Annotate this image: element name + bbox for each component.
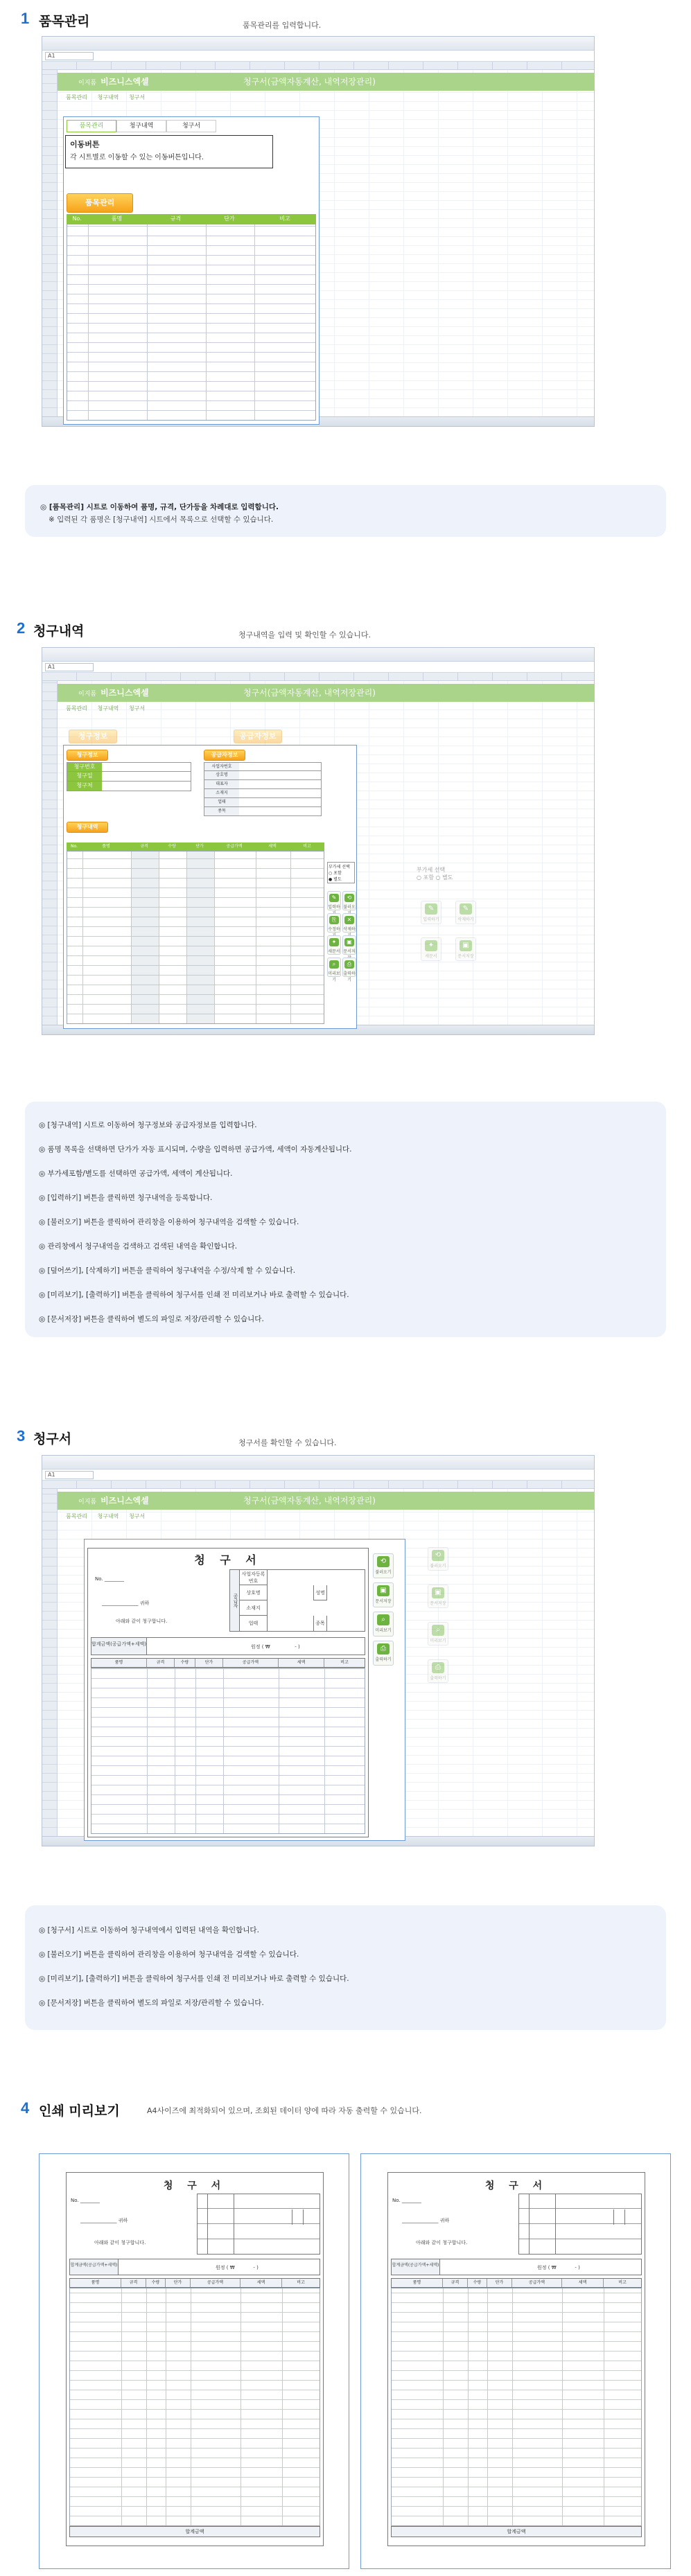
section-number: 4 [21,2099,30,2117]
invoice-title: 청 구 서 [194,1553,262,1567]
nav-button-invoice[interactable]: 청구서 [166,120,216,132]
print-preview-page-2 [360,2153,671,2569]
section-title: 청구서 [33,1431,72,1447]
section-subtitle: 품목관리를 입력합니다. [243,21,322,30]
invoice-panel [84,1539,405,1841]
sheet-tabs [58,1511,594,1522]
sheet-title: 청구서(금액자동계산, 내역저장관리) [243,77,376,87]
column-header: 비고 [279,215,290,222]
column-header: 품명 [91,1659,147,1667]
formula-bar [42,1470,594,1481]
sheet-banner [58,1492,594,1510]
items-table-header [67,214,316,224]
tab-items[interactable]: 품목관리 [66,705,87,712]
column-header: 공급가액 [223,1659,279,1667]
invoice-table-header: 품명 규격 수량 단가 공급가액 세액 비고 [391,2278,642,2288]
tax-label: 부가세 선택 [329,865,350,870]
sheet-title: 청구서(금액자동계산, 내역저장관리) [243,688,376,698]
load-button[interactable]: ⟲ 불러오 [342,891,356,910]
supplier-reg-input[interactable] [239,763,321,770]
excel-toolbar [42,1456,594,1470]
supplier-name-input[interactable] [239,771,321,779]
column-header: 비고 [303,844,311,849]
bill-to-input[interactable] [102,782,191,791]
info-line: ◎ [문서저장] 버튼을 클릭하여 별도의 파일로 저장/관리할 수 있습니다. [39,1999,264,2007]
no-label: No. ________ [392,2198,421,2203]
tab-invoice[interactable]: 청구서 [128,1513,146,1519]
supplier-biz-input[interactable] [239,798,321,806]
request-text: 아래와 같이 청구합니다. [94,2240,146,2246]
brand: 이지폼 비즈니스엑셀 [78,1496,149,1506]
tab-invoice[interactable]: 청구서 [128,705,146,712]
supplier-label-faded: 공급자정보 [234,730,282,743]
name-box[interactable]: A1 [45,52,94,60]
dear-label: _______________ 귀하 [402,2218,450,2223]
column-header: 세액 [268,844,277,849]
detail-table-header [67,843,324,851]
no-label: No. ________ [95,1576,124,1582]
brand: 이지폼 비즈니스엑셀 [78,77,149,87]
save-button-faded: ▣ 문서저장 [455,937,476,961]
print-preview-page-1 [39,2153,349,2569]
items-button[interactable]: 품목관리 [67,193,133,213]
popup-text: 각 시트별로 이동할 수 있는 이동버튼입니다. [70,154,204,161]
info-line: ◎ 부가세포함/별도를 선택하면 공급가액, 세액이 계산됩니다. [39,1170,233,1178]
nav-button-billing[interactable]: 청구내역 [116,120,166,132]
print-sheet [387,2172,645,2546]
detail-label: 청구내역 [67,822,108,833]
invoice-sheet [87,1548,369,1837]
section-title: 품목관리 [39,14,90,29]
tab-items[interactable]: 품목관리 [66,1513,87,1519]
nav-buttons [67,120,216,132]
delete-button[interactable]: ✕ 삭제하 [342,913,356,933]
column-header: 세액 [279,1659,324,1667]
sheet-banner [58,73,594,91]
invoice-title: 청 구 서 [484,2180,548,2191]
excel-toolbar [42,648,594,662]
sheet-tabs [58,92,594,103]
sum-row: 합계금액 [69,2526,320,2537]
column-header: 단가 [195,1659,223,1667]
print-sheet [66,2172,324,2546]
preview-button-faded: ⌕ 미리보기 [428,1622,448,1646]
preview-button[interactable]: ⌕ 미리보기 [373,1612,394,1637]
column-header: 수량 [168,844,176,849]
bill-date-input[interactable] [102,772,191,781]
print-button[interactable]: ⎙ 출력하기 [373,1641,394,1666]
section-number: 3 [17,1427,26,1445]
info-line: ◎ [불러오기] 버튼을 클릭하여 관리창을 이용하여 청구내역을 검색할 수 있습니다. [39,1218,299,1226]
print-button[interactable]: ⎙ 출력하기 [342,958,356,977]
total-row: 합계금액(공급가액+세액) 원정 ( ₩ - ) [91,1637,365,1655]
info-line: ◎ [입력하기] 버튼을 클릭하면 청구내역을 등록합니다. [39,1194,213,1202]
tab-billing[interactable]: 청구내역 [97,94,119,100]
print-button-faded: ⎙ 출력하기 [428,1659,448,1683]
row-header [42,1489,58,1836]
tax-option-exclude[interactable]: ● 별도 [329,877,342,882]
bill-info-label-faded: 청구정보 [69,730,117,743]
excel-window [42,36,595,427]
column-header: No. [71,844,78,849]
formula-bar [42,51,594,62]
supplier-rep-input[interactable] [239,780,321,788]
load-button[interactable]: ⟲ 불러오기 [373,1553,394,1578]
tax-select-faded: 부가세 선택 ○ 포함 ○ 별도 [417,867,453,881]
save-doc-button[interactable]: ▣ 문서저 [342,935,356,955]
section-subtitle: A4사이즈에 최적화되어 있으며, 조회된 데이터 양에 따라 자동 출력할 수 있습니다. [147,2106,422,2115]
invoice-table-header: 품명 규격 수량 단가 공급가액 세액 비고 [69,2278,320,2288]
supplier-fields: 사업자번호 상호명 대표자 소재지 업태 종목 [204,762,322,816]
column-header [42,673,594,681]
excel-toolbar [42,37,594,51]
info-box [25,485,666,537]
tab-billing[interactable]: 청구내역 [97,705,119,712]
amount-text: 원정 ( ₩ - ) [216,2265,259,2270]
column-header: 공급가액 [226,844,243,849]
column-header [42,62,594,70]
column-header: No. [72,215,82,222]
row-header [42,70,58,416]
row-header [42,681,58,1025]
invoice-title: 청 구 서 [163,2180,227,2191]
formula-bar [42,662,594,673]
info-line: ◎ [품목관리] 시트로 이동하여 품명, 규격, 단가등을 차례대로 입력합니다. [40,503,279,511]
info-line: ◎ [문서저장] 버튼을 클릭하여 별도의 파일로 저장/관리할 수 있습니다. [39,1315,264,1323]
load-button-faded: ⟲ 불러오기 [428,1547,448,1571]
supplier-label: 공급자정보 [204,750,245,761]
column-header: 단가 [195,844,204,849]
section-title: 인쇄 미리보기 [39,2103,120,2119]
sum-row: 합계금액 [391,2526,642,2537]
popup-note [65,135,273,168]
amount-text: 원정 ( ₩ - ) [251,1644,300,1650]
dear-label: _______________ 귀하 [102,1600,150,1606]
info-line: ◎ [미리보기], [출력하기] 버튼을 클릭하여 청구서를 인쇄 전 미리보거나 바로 출력할 수 있습니다. [39,1975,349,1983]
invoice-table [391,2288,642,2526]
request-text: 아래와 같이 청구합니다. [116,1618,168,1624]
info-line: ◎ 품명 목록을 선택하면 단가가 자동 표시되며, 수량을 입력하면 공급가액, 세액이 자동계산됩니다. [39,1145,352,1154]
section-number: 1 [21,10,30,27]
total-row: 합계금액(공급가액+세액) 원정 ( ₩ - ) [391,2259,642,2275]
brand: 이지폼 비즈니스엑셀 [78,688,149,698]
column-header: 단가 [224,215,235,222]
invoice-table [69,2288,320,2526]
info-box [25,1905,666,2030]
supplier-item-input[interactable] [239,807,321,815]
tax-select [327,862,355,883]
tab-items[interactable]: 품목관리 [66,94,87,100]
column-header: 규격 [140,844,148,849]
total-row: 합계금액(공급가액+세액) 원정 ( ₩ - ) [69,2259,320,2275]
amount-text: 원정 ( ₩ - ) [537,2265,580,2270]
tab-invoice[interactable]: 청구서 [128,94,146,100]
save-button-faded: ▣ 문서저장 [428,1585,448,1608]
input-button-faded: ✎ 입력하기 [421,901,441,924]
section-title: 청구내역 [33,624,85,639]
sheet-title: 청구서(금액자동계산, 내역저장관리) [243,1496,376,1506]
billing-panel [63,745,357,1029]
edit-button[interactable]: ⎘ 수정하 [327,913,341,933]
nav-button-items[interactable]: 품목관리 [67,120,116,132]
info-box [25,1102,666,1337]
sheet-tabs [58,703,594,714]
new-doc-button[interactable]: ✦ 새문서 [327,935,341,955]
item-panel [63,116,320,425]
name-box[interactable]: A1 [45,1471,94,1479]
delete-button-faded: ✎ 삭제하기 [455,901,476,924]
supplier-block [518,2194,642,2255]
column-header: 수량 [175,1659,195,1667]
invoice-table [91,1668,365,1834]
new-button-faded: ✦ 새문서 [421,937,441,961]
sheet-banner [58,684,594,702]
info-line: ◎ [불러오기] 버튼을 클릭하여 관리창을 이용하여 청구내역을 검색할 수 있습니다. [39,1950,299,1959]
info-line: ◎ 관리창에서 청구내역을 검색하고 검색된 내역을 확인합니다. [39,1242,238,1251]
column-header: 비고 [340,1660,349,1665]
dear-label: _______________ 귀하 [80,2218,128,2223]
items-table[interactable] [67,224,316,421]
popup-title: 이동버튼 [70,140,100,149]
input-button[interactable]: ✎ 입력하 [327,891,341,910]
supplier-addr-input[interactable] [239,789,321,797]
column-header [42,1481,594,1489]
detail-table[interactable] [67,851,324,1024]
column-header: 품명 [102,844,110,849]
info-line: ◎ [덮어쓰기], [삭제하기] 버튼을 클릭하여 청구내역을 수정/삭제 할 수 있습니다. [39,1267,296,1275]
excel-window [42,1455,595,1846]
tax-option-include[interactable]: ○ 포함 [329,871,342,876]
info-line: ◎ [청구내역] 시트로 이동하여 청구정보와 공급자정보를 입력합니다. [39,1121,257,1129]
no-label: No. ________ [71,2198,100,2203]
supplier-block: 공급자 사업자등록번호 상호명 성명 소재지 업태 종목 [229,1569,365,1632]
tab-billing[interactable]: 청구내역 [97,1513,119,1519]
section-subtitle: 청구서를 확인할 수 있습니다. [238,1438,337,1447]
request-text: 아래와 같이 청구합니다. [416,2240,468,2246]
column-header: 규격 [147,1659,175,1667]
column-header: 규격 [170,215,182,222]
bill-info-label: 청구정보 [67,750,108,761]
name-box[interactable]: A1 [45,663,94,671]
save-doc-button[interactable]: ▣ 문서저장 [373,1582,394,1607]
bill-no-input[interactable] [102,763,191,771]
info-line: ◎ [미리보기], [출력하기] 버튼을 클릭하여 청구서를 인쇄 전 미리보거나 바로 출력할 수 있습니다. [39,1291,349,1299]
info-line: ◎ [청구서] 시트로 이동하여 청구내역에서 입력된 내역을 확인합니다. [39,1926,259,1934]
column-header: 품명 [111,215,123,222]
invoice-table-header [91,1658,365,1668]
bill-fields: 청구번호 청구일 청구처 [67,762,191,791]
excel-window [42,647,595,1035]
preview-button[interactable]: ⌕ 미리보기 [327,958,341,977]
supplier-block [197,2194,320,2255]
section-number: 2 [17,619,26,637]
section-subtitle: 청구내역을 입력 및 확인할 수 있습니다. [238,630,371,639]
info-line: ※ 입력된 각 품명은 [청구내역] 시트에서 목록으로 선택할 수 있습니다. [49,515,274,524]
